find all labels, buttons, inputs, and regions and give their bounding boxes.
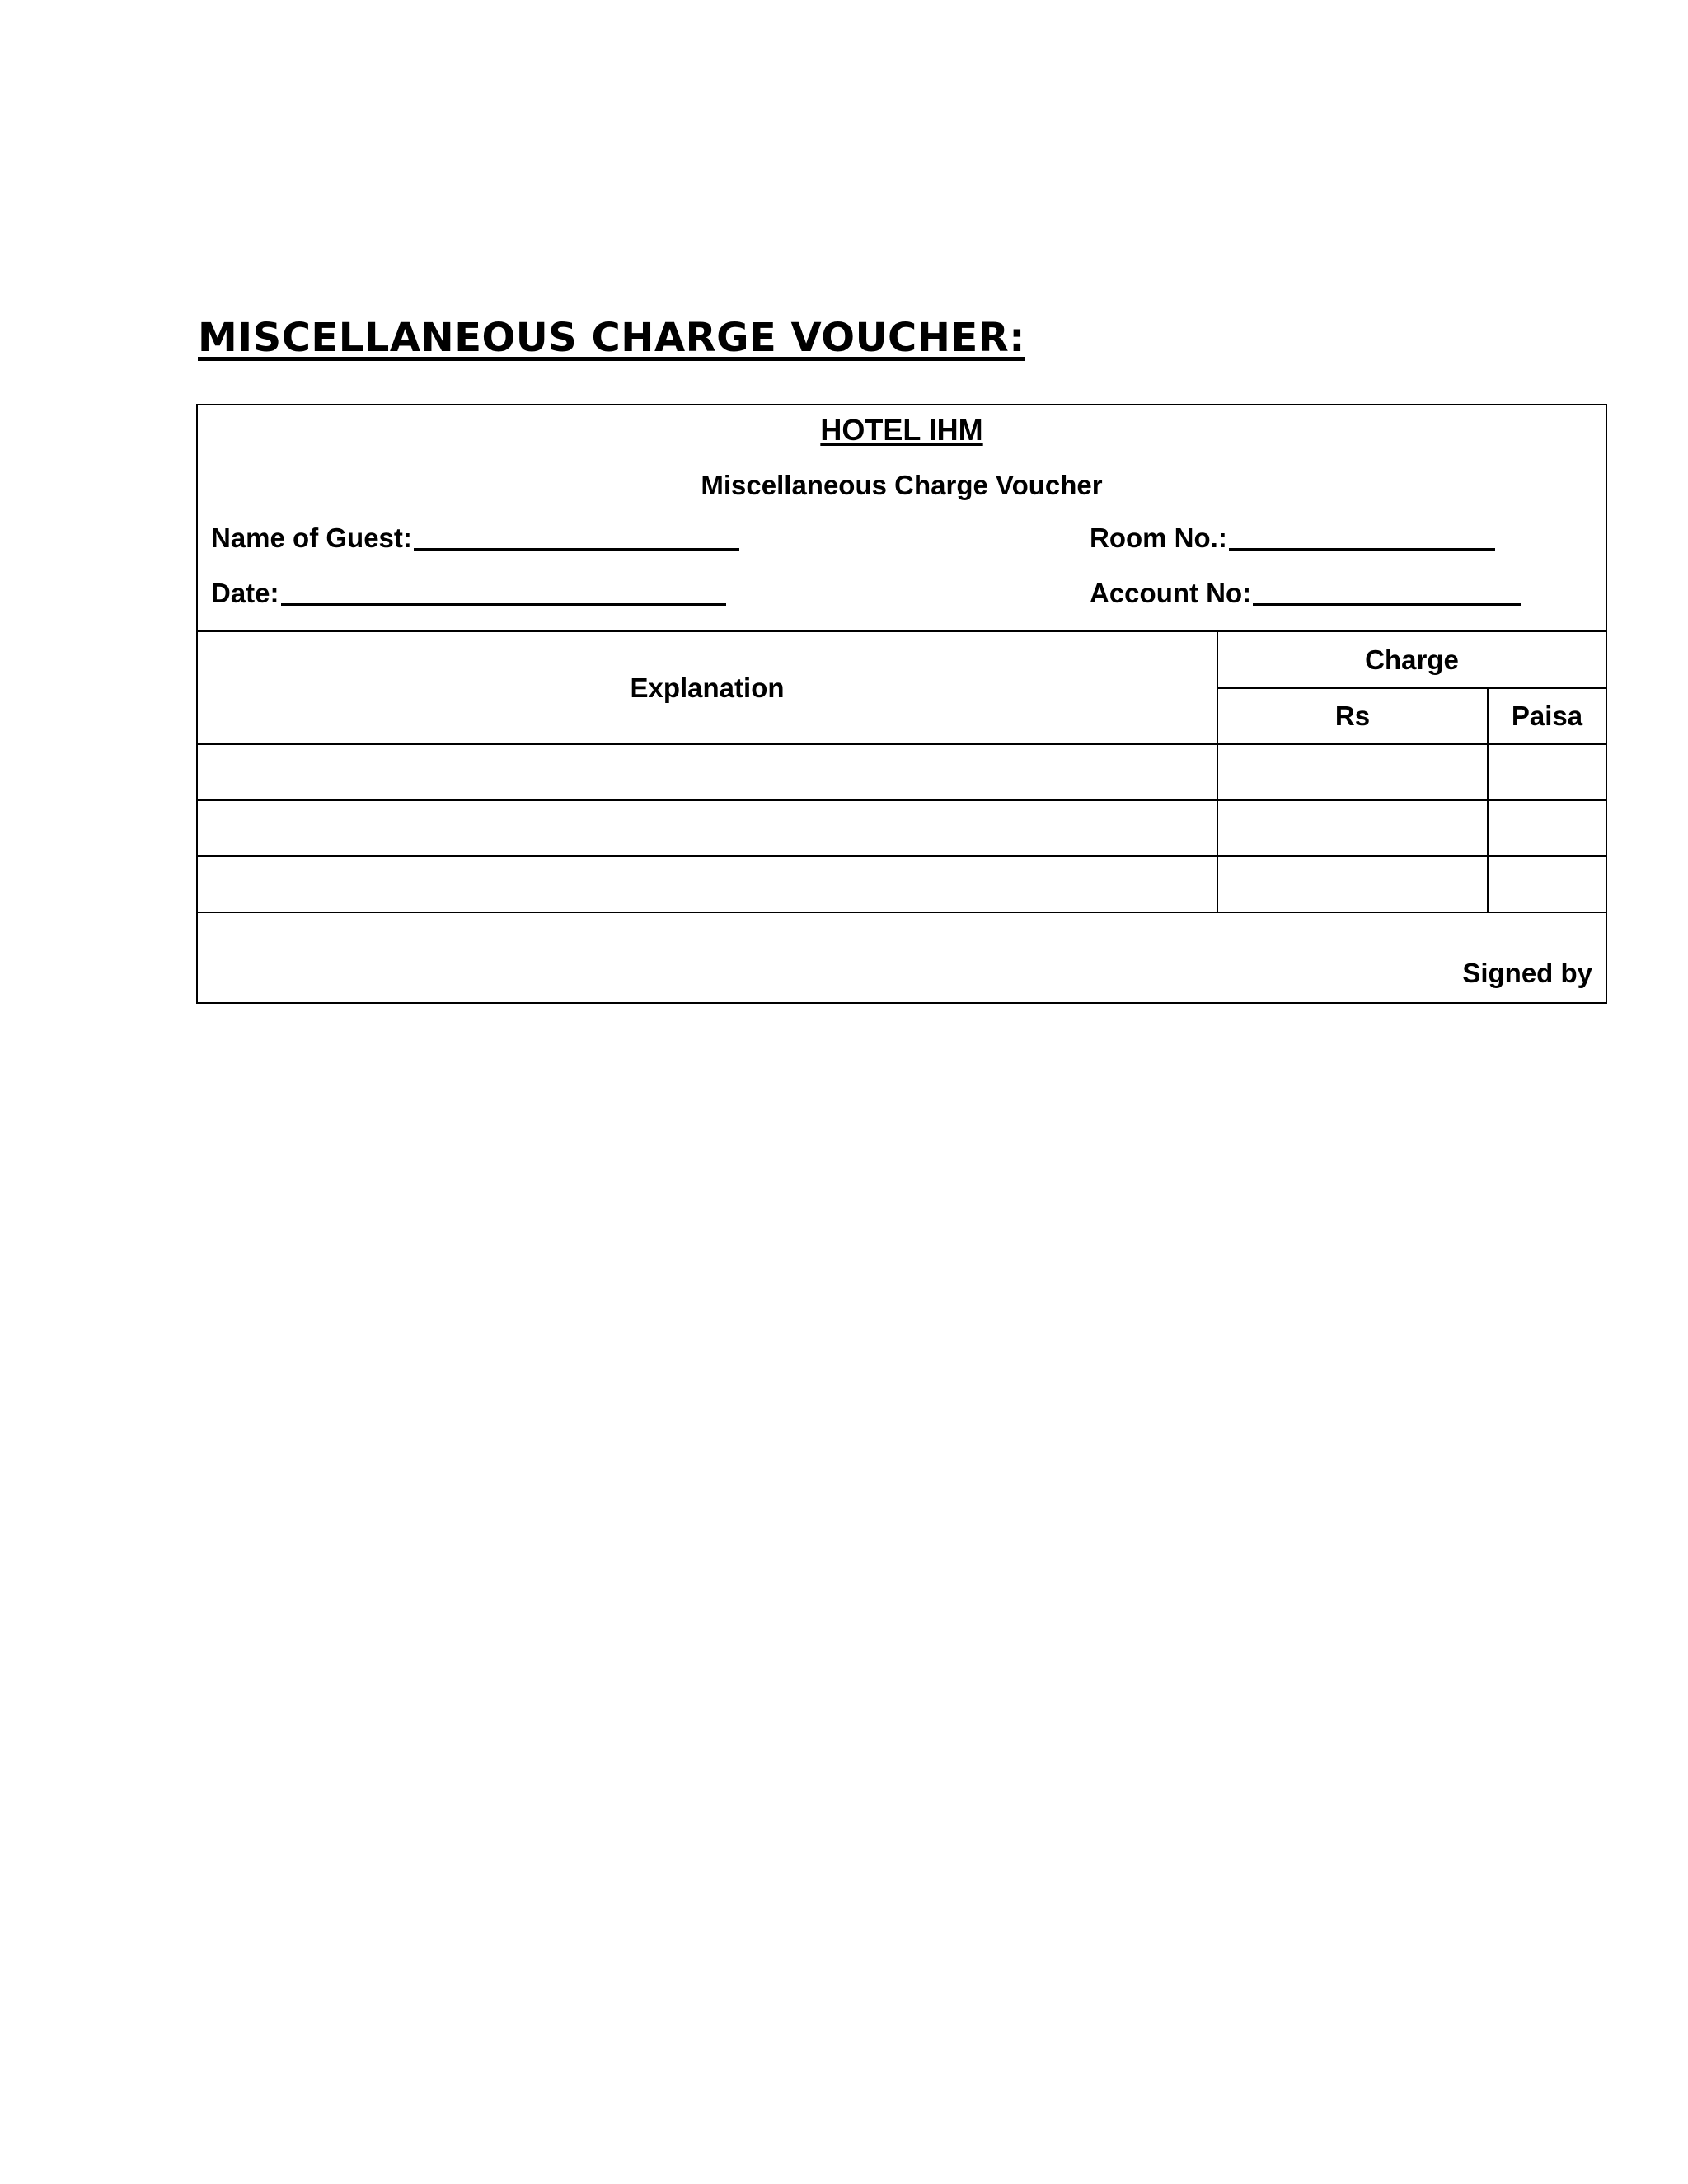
- guest-name-blank[interactable]: [414, 523, 739, 551]
- voucher-subtitle: Miscellaneous Charge Voucher: [701, 470, 1103, 500]
- explanation-cell[interactable]: [198, 744, 1217, 800]
- rs-cell[interactable]: [1217, 856, 1488, 912]
- page-title: MISCELLANEOUS CHARGE VOUCHER:: [198, 315, 1025, 361]
- voucher-form: [196, 404, 1607, 1004]
- paisa-header: Paisa: [1488, 688, 1606, 744]
- table-header-row: [198, 632, 1606, 688]
- room-number-blank[interactable]: [1229, 523, 1495, 551]
- date-blank[interactable]: [281, 579, 726, 606]
- rs-cell[interactable]: [1217, 744, 1488, 800]
- signature-row: [198, 912, 1606, 1005]
- room-number-label: Room No.:: [1090, 523, 1227, 553]
- signed-by-label: Signed by: [198, 912, 1606, 1005]
- charge-header: Charge: [1217, 632, 1606, 688]
- account-number-blank[interactable]: [1253, 579, 1521, 606]
- explanation-cell[interactable]: [198, 856, 1217, 912]
- guest-name-label: Name of Guest:: [211, 523, 412, 553]
- date-field: [211, 576, 726, 609]
- account-number-field: [1090, 576, 1521, 609]
- table-row: [198, 800, 1606, 856]
- rs-cell[interactable]: [1217, 800, 1488, 856]
- rs-header: Rs: [1217, 688, 1488, 744]
- explanation-cell[interactable]: [198, 800, 1217, 856]
- paisa-cell[interactable]: [1488, 856, 1606, 912]
- room-number-field: [1090, 521, 1495, 554]
- table-row: [198, 856, 1606, 912]
- guest-name-field: [211, 521, 739, 554]
- voucher-header: [198, 405, 1606, 632]
- charge-table: [198, 632, 1606, 1005]
- paisa-cell[interactable]: [1488, 744, 1606, 800]
- explanation-header: Explanation: [198, 632, 1217, 744]
- hotel-name: HOTEL IHM: [820, 413, 983, 447]
- date-label: Date:: [211, 578, 279, 608]
- paisa-cell[interactable]: [1488, 800, 1606, 856]
- account-number-label: Account No:: [1090, 578, 1252, 608]
- table-row: [198, 744, 1606, 800]
